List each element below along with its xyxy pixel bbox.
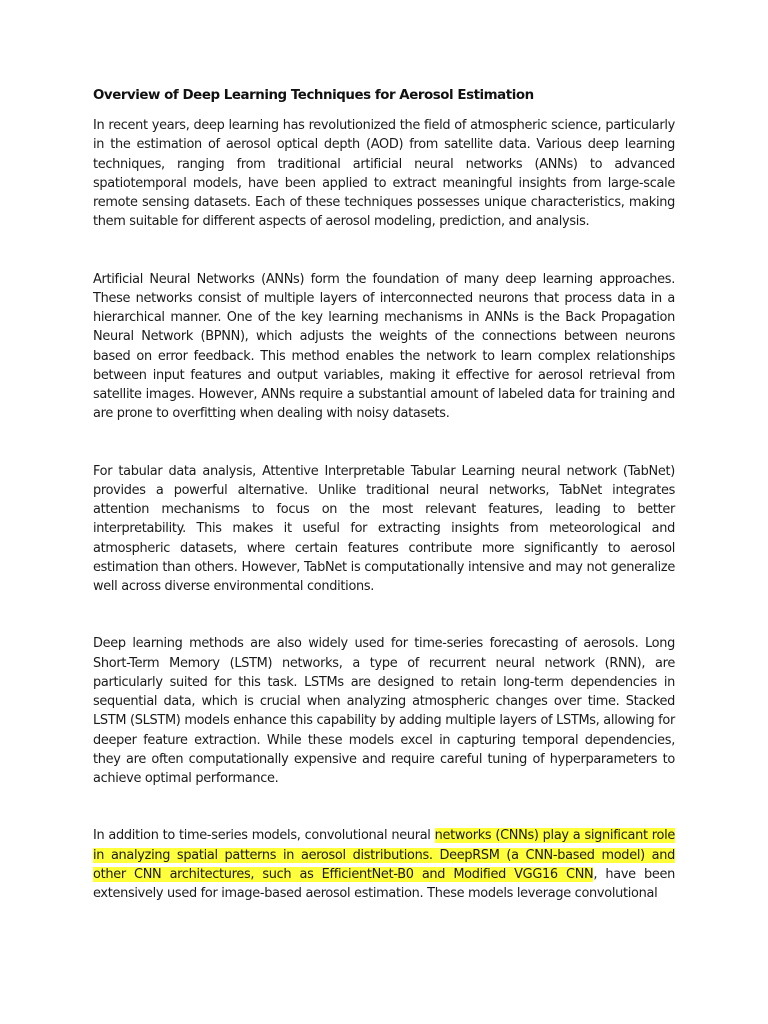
highlighted-text: networks (CNNs) play a significant role in analyzing spatial patterns in aerosol distributions. DeepRSM (a CNN-based model) and other CNN architectures, such as EfficientNet-B0 and Modified VGG16 CNN: [93, 828, 675, 882]
paragraph-ann: Artificial Neural Networks (ANNs) form the foundation of many deep learning approaches. These networks consist of multiple layers of interconnected neurons that process data in a hierarchical manner. One of the key learning mechanisms in ANNs is the Back Propagation Neural Network (BPNN), which adjusts the weights of the connections between neurons based on error feedback. This method enables the network to learn complex relationships between input features and output variables, making it effective for aerosol retrieval from satellite images. However, ANNs require a substantial amount of labeled data for training and are prone to overfitting when dealing with noisy datasets.: [93, 271, 675, 422]
document-body: [93, 86, 675, 903]
document-title: Overview of Deep Learning Techniques for Aerosol Estimation: [93, 88, 534, 103]
paragraph-tabnet: For tabular data analysis, Attentive Interpretable Tabular Learning neural network (TabNet) provides a powerful alternative. Unlike traditional neural networks, TabNet integrates attention mechanisms to focus on the most relevant features, leading to better interpretability. This makes it useful for extracting insights from meteorological and atmospheric datasets, where certain features contribute more significantly to aerosol estimation than others. However, TabNet is computationally intensive and may not generalize well across diverse environmental conditions.: [93, 463, 675, 594]
paragraph-lstm: Deep learning methods are also widely used for time-series forecasting of aerosols. Long Short-Term Memory (LSTM) networks, a type of recurrent neural network (RNN), are particularly suited for this task. LSTMs are designed to retain long-term dependencies in sequential data, which is crucial when analyzing atmospheric changes over time. Stacked LSTM (SLSTM) models enhance this capability by adding multiple layers of LSTMs, allowing for deeper feature extraction. While these models excel in capturing temporal dependencies, they are often computationally expensive and require careful tuning of hyperparameters to achieve optimal performance.: [93, 636, 675, 786]
paragraph-cnn: [93, 826, 675, 903]
paragraph-cnn-text-start: In addition to time-series models, convolutional neural: [93, 828, 435, 844]
paragraph-cnn-text-end: , have been extensively used for image-based aerosol estimation. These models leverage convolutional: [93, 866, 675, 901]
paragraph-intro: In recent years, deep learning has revolutionized the field of atmospheric science, particularly in the estimation of aerosol optical depth (AOD) from satellite data. Various deep learning techniques, ranging from traditional artificial neural networks (ANNs) to advanced spatiotemporal models, have been applied to extract meaningful insights from large-scale remote sensing datasets. Each of these techniques possesses unique characteristics, making them suitable for different aspects of aerosol modeling, prediction, and analysis.: [93, 118, 675, 230]
